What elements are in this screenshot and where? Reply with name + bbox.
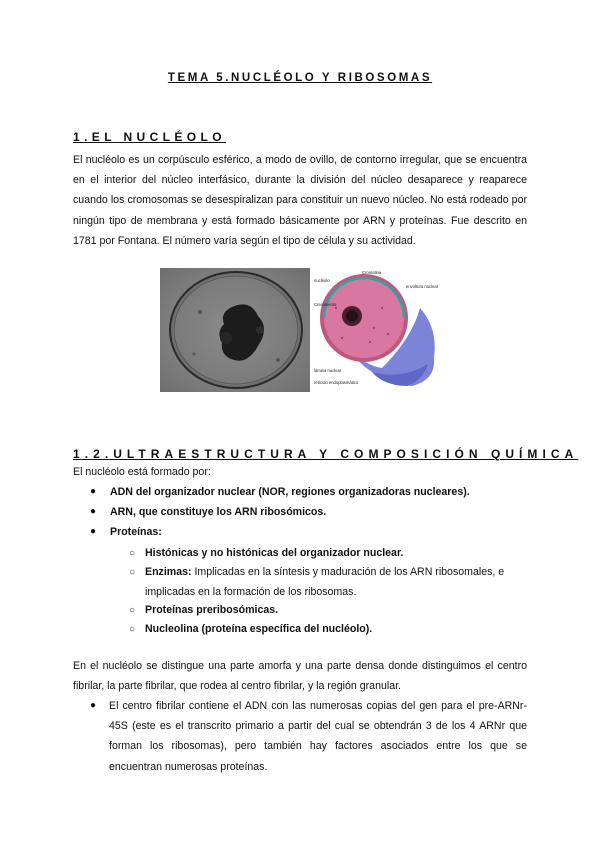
section-paragraph: El nucléolo es un corpúsculo esférico, a modo de ovillo, de contorno irregular, que se encuentra en el interior del núcleo interfásico, durante la división del núcleo desaparece y reaparece cuando los cromosomas se desespiralizan para constituir un nuevo núcleo. No está rodeado por ningún tipo de membrana y está formado básicamente por ARN y proteínas. Fue descrito en 1781 por Fontana. El número varía según el tipo de célula y su actividad. bbox=[73, 154, 527, 247]
diagram-label-nucleolo: nucléolo bbox=[314, 278, 330, 283]
section-lead: El nucléolo está formado por: bbox=[73, 466, 211, 478]
bullet-icon: ● bbox=[90, 506, 97, 517]
bullet-icon: ● bbox=[90, 700, 97, 711]
section-heading-ultraestructura: 1.2.ULTRAESTRUCTURA Y COMPOSICIÓN QUÍMICA bbox=[73, 447, 579, 461]
document-page: TEMA 5.NUCLÉOLO Y RIBOSOMAS 1.EL NUCLÉOLO El nucléolo es un corpúsculo esférico, a modo de ovillo, de contorno irregular, que se encuentra en el interior del núcleo interfásico, durante la división del núcleo desaparece y reaparece cuando los cromosomas se desespiralizan para constituir un nuevo núcleo. No está rodeado por ningún tipo de membrana y está formado básicamente por ARN y proteínas. Fue descrito en 1781 por Fontana. El número varía según el tipo de célula y su actividad. nucléolo Cromatina envoltura nuclear Crecimiento lámina nuclear retículo endoplasmático 1.2.ULTRAESTRUCTURA Y COMPOSICIÓN QUÍMICA El nucléolo está formado por: ● ADN del organizador nuclear (NOR, regiones organizadoras nucleares). ● ARN, que constituye los ARN ribosómicos. ● Proteínas: ○ Histónicas y no histónicas del organizador nuclear. ○ Enzimas: Implicadas en la síntesis y maduración de los ARN ribosomales, e implicadas en la formación de los ribosomas. ○ Proteínas preribosómicas. ○ Nucleolina (proteína específica del nucléolo). En el nucléolo se distingue una parte amorfa y una parte densa donde distinguimos el centro fibrilar, la parte fibrilar, que rodea al centro fibrilar, y la región granular. ● El centro fibrilar contiene el ADN con las numerosas copias del gen para el pre-ARNr-45S (este es el transcrito primario a partir del cual se obtendrán 3 de los 4 ARNr que forman los ribosomas), pero también hay factores asociados entre los que se encuentran numerosas proteínas. bbox=[0, 0, 600, 848]
diagram-label-envoltura: envoltura nuclear bbox=[406, 284, 439, 289]
circle-bullet-icon: ○ bbox=[129, 605, 136, 616]
diagram-label-cromatina: Cromatina bbox=[362, 270, 382, 275]
circle-bullet-icon: ○ bbox=[129, 548, 136, 559]
nucleus-diagram-image bbox=[312, 268, 440, 392]
diagram-label-crecimiento: Crecimiento bbox=[314, 302, 337, 307]
diagram-label-lamina: lámina nuclear bbox=[314, 368, 342, 373]
circle-bullet-icon: ○ bbox=[129, 624, 136, 635]
bullet-icon: ● bbox=[90, 486, 97, 497]
bullet-icon: ● bbox=[90, 526, 97, 537]
document-title: TEMA 5.NUCLÉOLO Y RIBOSOMAS bbox=[167, 72, 433, 84]
diagram-label-reticulo: retículo endoplasmático bbox=[314, 380, 359, 385]
figure-row bbox=[160, 268, 440, 392]
section-paragraph: En el nucléolo se distingue una parte amorfa y una parte densa donde distinguimos el centro fibrilar, la parte fibrilar, que rodea al centro fibrilar, y la región granular. bbox=[73, 660, 527, 693]
section-heading-nucleolo: 1.EL NUCLÉOLO bbox=[73, 130, 226, 144]
circle-bullet-icon: ○ bbox=[129, 567, 136, 578]
micrograph-image bbox=[160, 268, 310, 392]
